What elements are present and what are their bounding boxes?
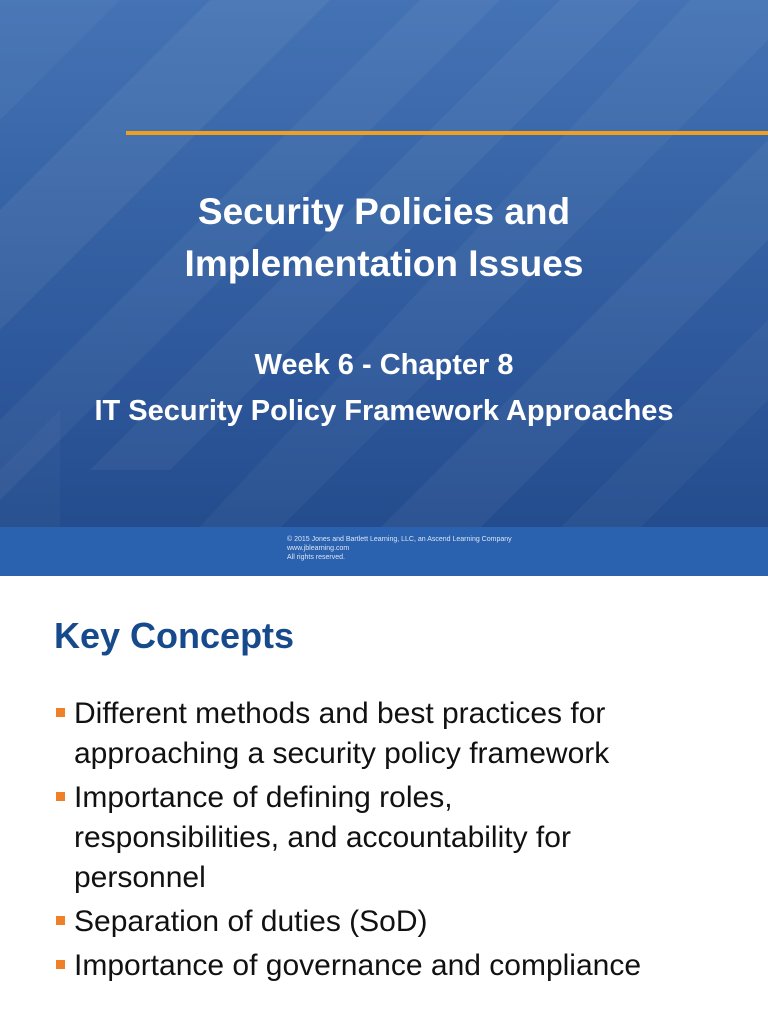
slide-title-line: Implementation Issues [184, 243, 584, 284]
section-heading: Key Concepts [54, 615, 295, 656]
list-item [56, 778, 756, 898]
orange-accent-rule [126, 131, 768, 135]
slide-title [0, 186, 768, 290]
list-item-line: personnel [74, 861, 206, 894]
list-item [56, 694, 756, 774]
list-item-line: Separation of duties (SoD) [74, 905, 428, 938]
slide-subtitle [0, 342, 768, 434]
square-bullet-icon [56, 916, 65, 925]
square-bullet-icon [56, 960, 65, 969]
square-bullet-icon [56, 708, 65, 717]
list-item [56, 946, 756, 986]
subtitle-line-week: Week 6 - Chapter 8 [254, 349, 514, 381]
copyright-url: www.jblearning.com [287, 545, 350, 552]
copyright-rights: All rights reserved. [287, 554, 345, 561]
key-concepts-slide [0, 576, 768, 1024]
key-concepts-list [56, 694, 756, 990]
slide-title-line: Security Policies and [197, 191, 571, 232]
square-bullet-icon [56, 792, 65, 801]
subtitle-line-topic: IT Security Policy Framework Approaches [94, 395, 674, 427]
copyright-notice [287, 535, 512, 562]
list-item-line: Different methods and best practices for [74, 697, 606, 730]
list-item-line: approaching a security policy framework [74, 737, 610, 770]
list-item-line: Importance of governance and compliance [74, 949, 642, 982]
list-item-line: Importance of defining roles, [74, 781, 453, 814]
list-item [56, 902, 756, 942]
copyright-line: © 2015 Jones and Bartlett Learning, LLC, an Ascend Learning Company [287, 536, 512, 543]
list-item-line: responsibilities, and accountability for [74, 821, 571, 854]
